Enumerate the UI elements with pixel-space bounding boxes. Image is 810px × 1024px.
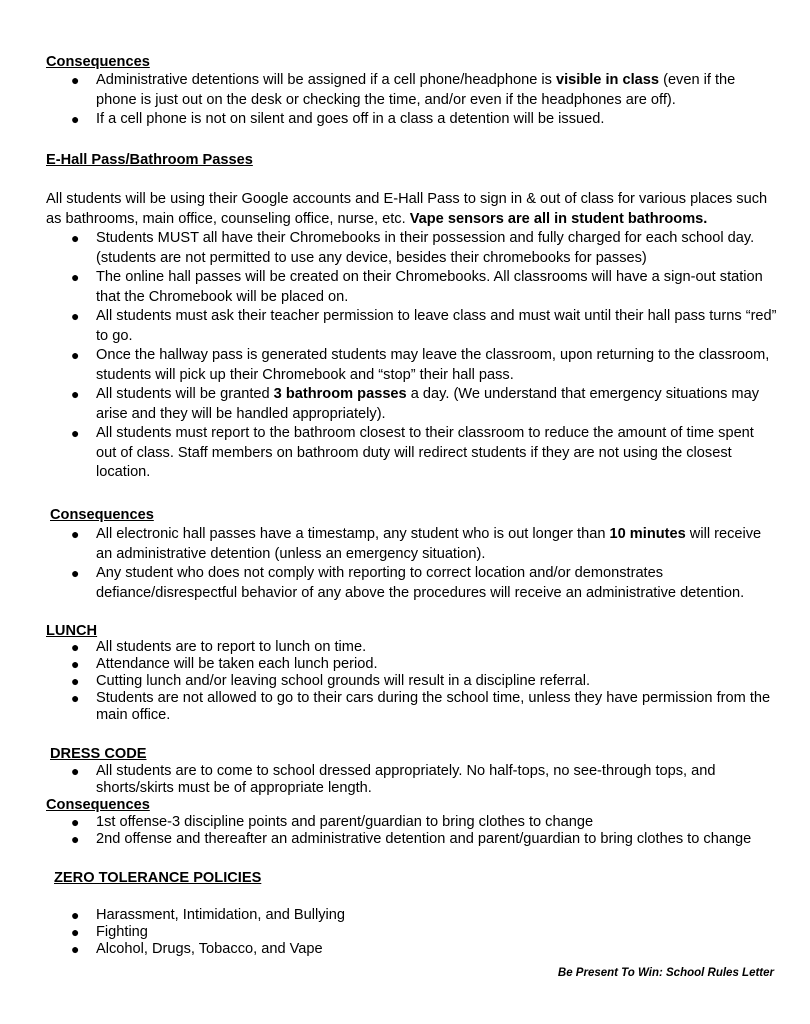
list-item-text: Cutting lunch and/or leaving school grounds will result in a discipline referral. [96, 673, 591, 689]
hall-pass-list [48, 229, 778, 483]
list-item [48, 525, 778, 564]
list-item-text: All students must report to the bathroom closest to their classroom to reduce the amount of time spent out of class. Staff members on bathroom duty will redirect students if they are not using the closest location. [96, 425, 754, 480]
list-item-text: Alcohol, Drugs, Tobacco, and Vape [96, 941, 323, 957]
zero-tolerance-list [48, 907, 778, 958]
list-item-emphasis: visible in class [556, 72, 660, 88]
list-item [48, 385, 778, 424]
list-item [48, 268, 778, 307]
dress-consequences-heading: Consequences [46, 797, 150, 813]
bullet-icon: ● [71, 656, 80, 672]
bullet-icon: ● [71, 673, 80, 689]
hall-pass-intro [46, 189, 776, 229]
list-item [48, 814, 788, 831]
phone-consequences-heading: Consequences [46, 54, 150, 70]
lunch-list [48, 639, 778, 724]
footer-text: Be Present To Win: School Rules Letter [557, 967, 774, 979]
list-item-text: All electronic hall passes have a timestamp, any student who is out longer than [96, 526, 610, 542]
list-item-text: All students are to come to school dressed appropriately. No half-tops, no see-through tops, and shorts/skirts must be of appropriate length. [96, 763, 716, 796]
list-item-text: All students will be granted [96, 386, 274, 402]
lunch-heading: LUNCH [46, 623, 98, 639]
list-item-emphasis: 3 bathroom passes [273, 386, 407, 402]
bullet-icon: ● [71, 924, 80, 940]
list-item [48, 763, 778, 797]
list-item [48, 110, 778, 130]
bullet-icon: ● [71, 907, 80, 923]
list-item-text: Once the hallway pass is generated students may leave the classroom, upon returning to the classroom, students will pick up their Chromebook and “stop” their hall pass. [96, 347, 770, 383]
bullet-icon: ● [71, 690, 80, 706]
hall-pass-intro-text: All students will be using their Google accounts and E-Hall Pass to sign in & out of class for various places such as bathrooms, main office, counseling office, nurse, etc. [46, 191, 768, 227]
list-item-text: 2nd offense and thereafter an administrative detention and parent/guardian to bring clothes to change [96, 831, 752, 847]
list-item-text: 1st offense-3 discipline points and parent/guardian to bring clothes to change [96, 814, 594, 830]
list-item [48, 424, 778, 483]
list-item [48, 907, 778, 924]
list-item-text: If a cell phone is not on silent and goes off in a class a detention will be issued. [96, 111, 605, 127]
list-item-text: Harassment, Intimidation, and Bullying [96, 907, 346, 923]
list-item [48, 307, 778, 346]
hall-consequences-heading: Consequences [50, 507, 154, 523]
list-item-text: Attendance will be taken each lunch period. [96, 656, 378, 672]
list-item-text: Administrative detentions will be assigned if a cell phone/headphone is [96, 72, 556, 88]
dress-code-heading: DRESS CODE [50, 746, 147, 762]
bullet-icon: ● [71, 269, 80, 285]
bullet-icon: ● [71, 639, 80, 655]
list-item-text-tail: will receive an administrative detention (unless an emergency situation). [96, 526, 762, 562]
list-item [48, 673, 778, 690]
list-item [48, 924, 778, 941]
list-item [48, 656, 778, 673]
bullet-icon: ● [71, 347, 80, 363]
list-item [48, 346, 778, 385]
list-item [48, 564, 778, 603]
hall-consequences-list [48, 525, 778, 603]
bullet-icon: ● [71, 526, 80, 542]
list-item-text-tail: (even if the phone is just out on the desk or checking the time, and/or even if the headphones are off). [96, 72, 736, 108]
bullet-icon: ● [71, 831, 80, 847]
bullet-icon: ● [71, 425, 80, 441]
list-item-emphasis: 10 minutes [609, 526, 686, 542]
bullet-icon: ● [71, 111, 80, 127]
list-item [48, 941, 778, 958]
list-item-text: All students must ask their teacher permission to leave class and must wait until their hall pass turns “red” to go. [96, 308, 777, 344]
list-item [48, 229, 778, 268]
bullet-icon: ● [71, 763, 80, 779]
phone-consequences-list [48, 71, 778, 130]
dress-consequences-list [48, 814, 788, 848]
bullet-icon: ● [71, 565, 80, 581]
bullet-icon: ● [71, 230, 80, 246]
list-item-text: The online hall passes will be created on their Chromebooks. All classrooms will have a sign-out station that the Chromebook will be placed on. [96, 269, 763, 305]
bullet-icon: ● [71, 941, 80, 957]
hall-pass-heading: E-Hall Pass/Bathroom Passes [46, 152, 253, 168]
dress-code-list [48, 763, 778, 797]
list-item [48, 690, 778, 724]
bullet-icon: ● [71, 72, 80, 88]
bullet-icon: ● [71, 308, 80, 324]
bullet-icon: ● [71, 386, 80, 402]
list-item-text: Students MUST all have their Chromebooks in their possession and fully charged for each school day. (students are not permitted to use any device, besides their chromebooks for passes) [96, 230, 755, 266]
bullet-icon: ● [71, 814, 80, 830]
list-item-text: All students are to report to lunch on time. [96, 639, 367, 655]
list-item-text: Any student who does not comply with reporting to correct location and/or demonstrates defiance/disrespectful behavior of any above the procedures will receive an administrative detention. [96, 565, 745, 601]
list-item [48, 831, 788, 848]
list-item-text: Fighting [96, 924, 148, 940]
list-item-text-tail: a day. (We understand that emergency situations may arise and they will be handled appropriately). [96, 386, 759, 422]
zero-tolerance-heading: ZERO TOLERANCE POLICIES [54, 870, 262, 886]
list-item [48, 71, 778, 110]
vape-sensor-note: Vape sensors are all in student bathrooms. [409, 211, 708, 227]
list-item [48, 639, 778, 656]
list-item-text: Students are not allowed to go to their cars during the school time, unless they have permission from the main office. [96, 690, 771, 723]
